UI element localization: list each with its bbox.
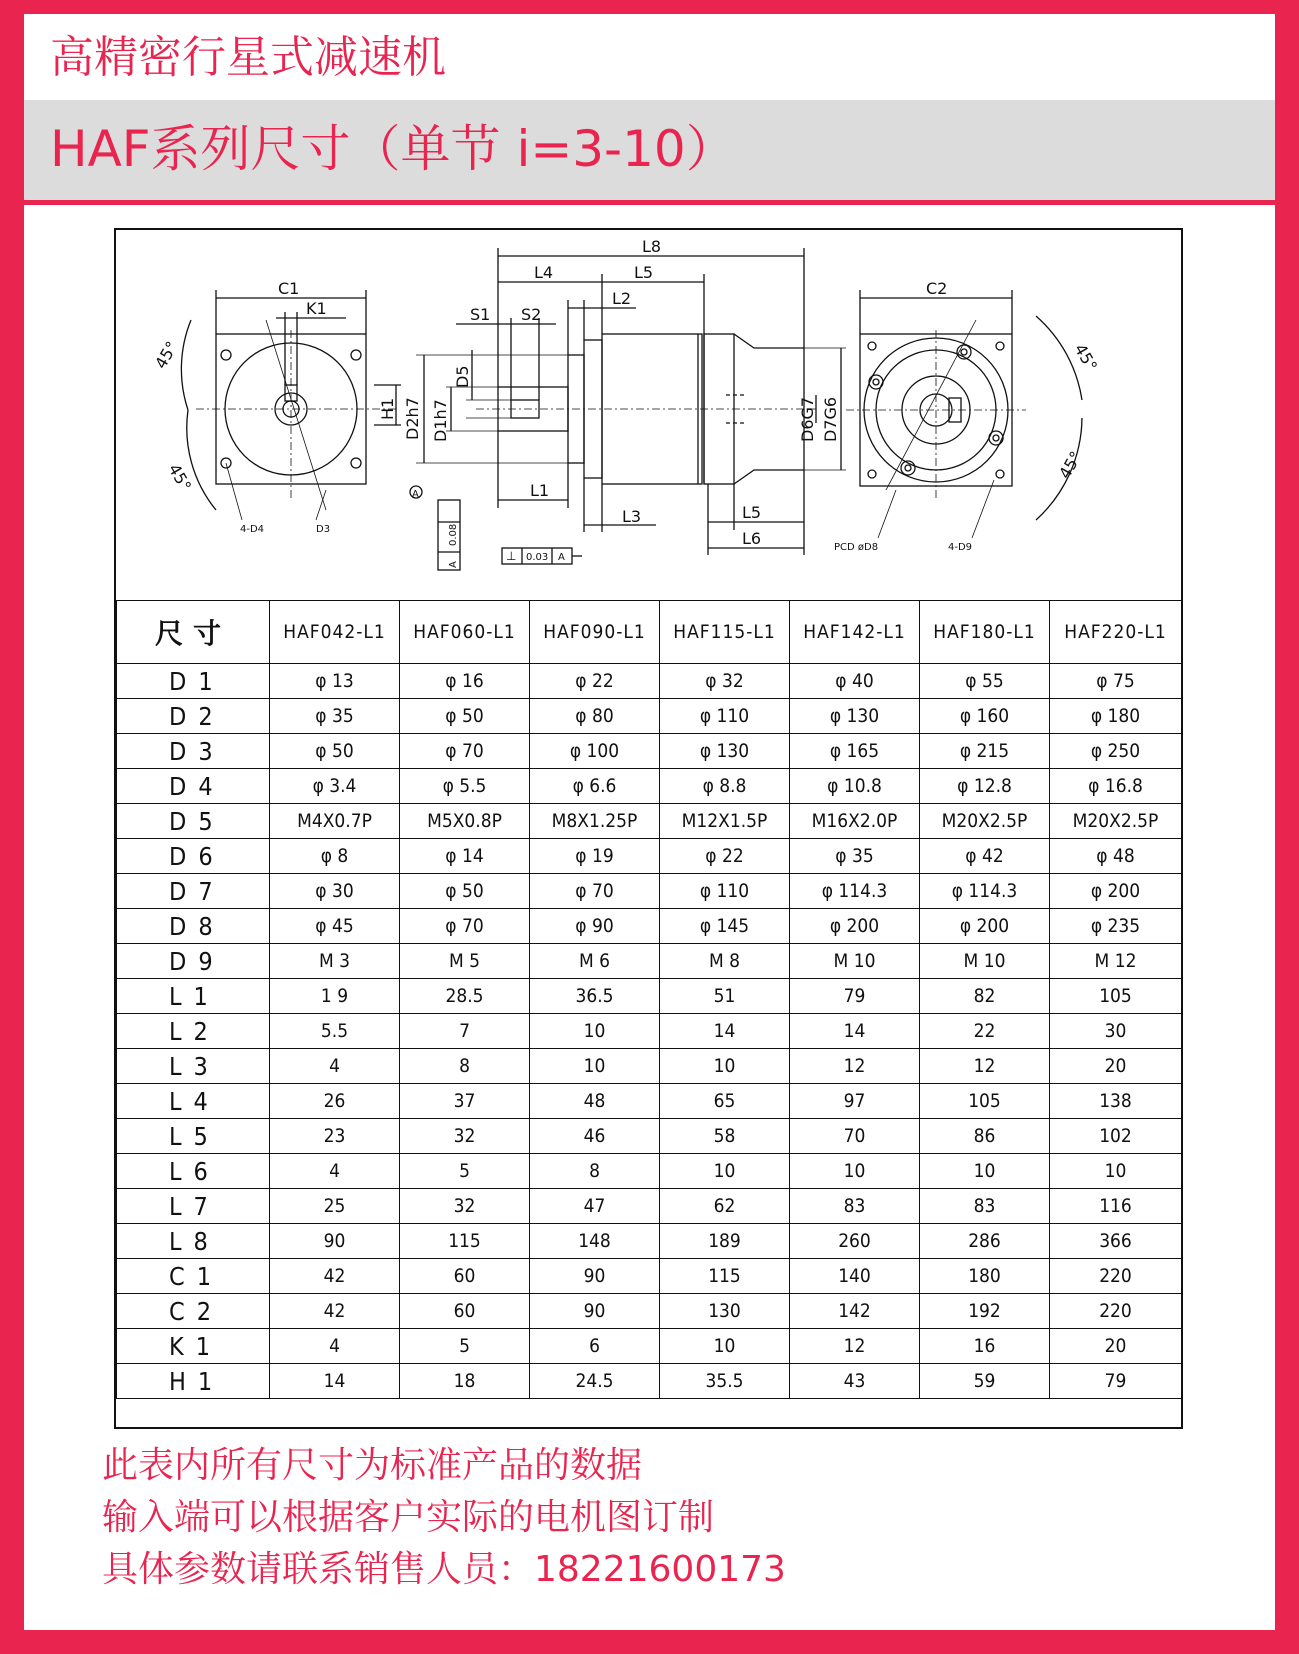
label-L1: L1 <box>530 481 550 500</box>
table-cell: M20X2.5P <box>920 804 1050 839</box>
label-L4: L4 <box>534 263 554 282</box>
table-row <box>117 804 1182 839</box>
table-cell: 130 <box>660 1294 790 1329</box>
table-cell: M 8 <box>660 944 790 979</box>
label-S1: S1 <box>470 305 491 324</box>
table-cell: φ 110 <box>660 874 790 909</box>
table-cell: 148 <box>530 1224 660 1259</box>
tolerance-datum: A <box>558 552 565 563</box>
table-cell: 60 <box>400 1259 530 1294</box>
table-cell: 10 <box>530 1014 660 1049</box>
table-cell: 43 <box>790 1364 920 1399</box>
label-datum-A: A <box>412 489 419 500</box>
table-cell: 25 <box>270 1189 400 1224</box>
row-label: L3 <box>117 1049 270 1084</box>
table-cell: φ 40 <box>790 664 920 699</box>
row-label: L6 <box>117 1154 270 1189</box>
table-cell: 37 <box>400 1084 530 1119</box>
table-cell: 14 <box>660 1014 790 1049</box>
table-cell: 16 <box>920 1329 1050 1364</box>
table-row <box>117 769 1182 804</box>
table-cell: M 10 <box>790 944 920 979</box>
label-PCD-D8: PCD øD8 <box>834 542 879 553</box>
table-cell: 86 <box>920 1119 1050 1154</box>
table-cell: 1 9 <box>270 979 400 1014</box>
table-cell: 10 <box>790 1154 920 1189</box>
table-cell: M16X2.0P <box>790 804 920 839</box>
table-row <box>117 1189 1182 1224</box>
column-header: HAF060-L1 <box>400 601 530 664</box>
table-cell: φ 100 <box>530 734 660 769</box>
table-header-row <box>117 601 1182 664</box>
table-row <box>117 944 1182 979</box>
table-cell: φ 3.4 <box>270 769 400 804</box>
table-cell: 60 <box>400 1294 530 1329</box>
table-cell: φ 80 <box>530 699 660 734</box>
table-cell: 286 <box>920 1224 1050 1259</box>
table-cell: 83 <box>920 1189 1050 1224</box>
table-cell: 32 <box>400 1119 530 1154</box>
table-cell: φ 50 <box>400 699 530 734</box>
tolerance-runout-datum: A <box>448 561 459 568</box>
column-header: HAF042-L1 <box>270 601 400 664</box>
table-cell: φ 114.3 <box>790 874 920 909</box>
table-cell: φ 6.6 <box>530 769 660 804</box>
table-row <box>117 1364 1182 1399</box>
table-row <box>117 979 1182 1014</box>
table-cell: M 3 <box>270 944 400 979</box>
row-label: L2 <box>117 1014 270 1049</box>
table-cell: 8 <box>530 1154 660 1189</box>
table-cell: 42 <box>270 1294 400 1329</box>
table-row <box>117 1049 1182 1084</box>
table-cell: φ 130 <box>790 699 920 734</box>
table-cell: 4 <box>270 1154 400 1189</box>
table-cell: φ 90 <box>530 909 660 944</box>
table-cell: 32 <box>400 1189 530 1224</box>
table-cell: φ 5.5 <box>400 769 530 804</box>
table-cell: 20 <box>1050 1329 1182 1364</box>
table-cell: 90 <box>530 1259 660 1294</box>
table-cell: 90 <box>530 1294 660 1329</box>
table-cell: 30 <box>1050 1014 1182 1049</box>
table-cell: φ 19 <box>530 839 660 874</box>
row-label: L1 <box>117 979 270 1014</box>
table-cell: φ 50 <box>270 734 400 769</box>
table-cell: 102 <box>1050 1119 1182 1154</box>
table-row <box>117 1259 1182 1294</box>
table-cell: M8X1.25P <box>530 804 660 839</box>
table-cell: φ 130 <box>660 734 790 769</box>
table-corner-header: 尺寸 <box>117 601 270 664</box>
table-cell: 4 <box>270 1329 400 1364</box>
table-cell: φ 110 <box>660 699 790 734</box>
table-cell: 28.5 <box>400 979 530 1014</box>
label-D5: D5 <box>453 365 472 388</box>
table-row <box>117 734 1182 769</box>
table-cell: 10 <box>1050 1154 1182 1189</box>
table-cell: M 10 <box>920 944 1050 979</box>
table-cell: 82 <box>920 979 1050 1014</box>
label-K1: K1 <box>306 299 327 318</box>
table-cell: 47 <box>530 1189 660 1224</box>
table-cell: φ 35 <box>270 699 400 734</box>
table-cell: φ 114.3 <box>920 874 1050 909</box>
table-row <box>117 909 1182 944</box>
label-C2: C2 <box>926 279 948 298</box>
table-row <box>117 699 1182 734</box>
table-cell: 12 <box>920 1049 1050 1084</box>
row-label: L5 <box>117 1119 270 1154</box>
row-label: K1 <box>117 1329 270 1364</box>
table-cell: φ 22 <box>660 839 790 874</box>
table-cell: φ 16 <box>400 664 530 699</box>
table-cell: 10 <box>660 1154 790 1189</box>
row-label: D8 <box>117 909 270 944</box>
table-cell: φ 160 <box>920 699 1050 734</box>
row-label: D3 <box>117 734 270 769</box>
table-cell: 180 <box>920 1259 1050 1294</box>
table-row <box>117 1084 1182 1119</box>
label-D2h7: D2h7 <box>403 397 422 440</box>
table-cell: 26 <box>270 1084 400 1119</box>
table-cell: 140 <box>790 1259 920 1294</box>
table-cell: M5X0.8P <box>400 804 530 839</box>
label-L5-right: L5 <box>742 503 762 522</box>
table-cell: 220 <box>1050 1259 1182 1294</box>
column-header: HAF115-L1 <box>660 601 790 664</box>
table-cell: 70 <box>790 1119 920 1154</box>
label-45-right-top: 45° <box>1070 340 1102 375</box>
label-L6: L6 <box>742 529 762 548</box>
table-cell: φ 70 <box>530 874 660 909</box>
table-cell: 4 <box>270 1049 400 1084</box>
table-cell: 12 <box>790 1049 920 1084</box>
table-cell: 48 <box>530 1084 660 1119</box>
row-label: D9 <box>117 944 270 979</box>
label-45-right-bottom: 45° <box>1055 447 1086 482</box>
table-cell: 8 <box>400 1049 530 1084</box>
table-cell: M4X0.7P <box>270 804 400 839</box>
table-cell: 14 <box>790 1014 920 1049</box>
table-row <box>117 1224 1182 1259</box>
notes <box>102 1440 786 1596</box>
table-cell: φ 75 <box>1050 664 1182 699</box>
table-cell: 5.5 <box>270 1014 400 1049</box>
technical-drawing <box>116 230 1181 600</box>
table-row <box>117 1119 1182 1154</box>
table-cell: 7 <box>400 1014 530 1049</box>
table-cell: 105 <box>1050 979 1182 1014</box>
column-header: HAF142-L1 <box>790 601 920 664</box>
column-header: HAF180-L1 <box>920 601 1050 664</box>
table-cell: 20 <box>1050 1049 1182 1084</box>
label-L5: L5 <box>634 263 654 282</box>
table-cell: 18 <box>400 1364 530 1399</box>
note-line: 具体参数请联系销售人员：18221600173 <box>102 1549 786 1590</box>
table-cell: 6 <box>530 1329 660 1364</box>
table-cell: φ 215 <box>920 734 1050 769</box>
column-header: HAF220-L1 <box>1050 601 1182 664</box>
table-cell: φ 45 <box>270 909 400 944</box>
table-cell: 105 <box>920 1084 1050 1119</box>
table-cell: φ 200 <box>920 909 1050 944</box>
table-cell: 138 <box>1050 1084 1182 1119</box>
page-title: HAF系列尺寸（单节 i=3-10） <box>50 120 736 178</box>
table-cell: 116 <box>1050 1189 1182 1224</box>
tolerance-runout-value: 0.08 <box>448 523 459 546</box>
table-cell: 115 <box>660 1259 790 1294</box>
table-cell: M12X1.5P <box>660 804 790 839</box>
row-label: H1 <box>117 1364 270 1399</box>
table-cell: φ 145 <box>660 909 790 944</box>
table-cell: M 12 <box>1050 944 1182 979</box>
table-cell: M 5 <box>400 944 530 979</box>
label-L2: L2 <box>612 289 632 308</box>
table-cell: 220 <box>1050 1294 1182 1329</box>
table-row <box>117 1329 1182 1364</box>
table-cell: φ 250 <box>1050 734 1182 769</box>
table-cell: φ 12.8 <box>920 769 1050 804</box>
table-cell: M20X2.5P <box>1050 804 1182 839</box>
table-cell: 46 <box>530 1119 660 1154</box>
label-45-left-top: 45° <box>151 337 182 372</box>
row-label: L8 <box>117 1224 270 1259</box>
row-label: D2 <box>117 699 270 734</box>
row-label: D7 <box>117 874 270 909</box>
row-label: D6 <box>117 839 270 874</box>
table-cell: 90 <box>270 1224 400 1259</box>
table-cell: φ 22 <box>530 664 660 699</box>
table-cell: φ 8 <box>270 839 400 874</box>
table-cell: 79 <box>1050 1364 1182 1399</box>
tolerance-value: 0.03 <box>526 552 549 563</box>
table-cell: φ 180 <box>1050 699 1182 734</box>
label-L3: L3 <box>622 507 642 526</box>
label-D7G6: D7G6 <box>821 396 840 442</box>
table-cell: 5 <box>400 1329 530 1364</box>
table-cell: 10 <box>660 1049 790 1084</box>
table-cell: φ 50 <box>400 874 530 909</box>
table-cell: 10 <box>920 1154 1050 1189</box>
table-cell: φ 200 <box>1050 874 1182 909</box>
table-cell: φ 70 <box>400 734 530 769</box>
table-cell: φ 8.8 <box>660 769 790 804</box>
table-cell: 35.5 <box>660 1364 790 1399</box>
table-cell: 189 <box>660 1224 790 1259</box>
header-top <box>24 14 1275 100</box>
dimension-table <box>116 600 1182 1399</box>
table-cell: φ 55 <box>920 664 1050 699</box>
table-cell: 24.5 <box>530 1364 660 1399</box>
table-row <box>117 839 1182 874</box>
row-label: D4 <box>117 769 270 804</box>
table-cell: 142 <box>790 1294 920 1329</box>
page-subtitle: 高精密行星式减速机 <box>50 32 446 83</box>
tolerance-perpendicularity-symbol: ⊥ <box>506 549 517 563</box>
dimension-sheet <box>114 228 1183 1429</box>
table-cell: 10 <box>530 1049 660 1084</box>
table-cell: φ 16.8 <box>1050 769 1182 804</box>
table-cell: 366 <box>1050 1224 1182 1259</box>
table-cell: 192 <box>920 1294 1050 1329</box>
table-row <box>117 664 1182 699</box>
table-row <box>117 1294 1182 1329</box>
note-line: 输入端可以根据客户实际的电机图订制 <box>102 1497 715 1538</box>
table-cell: M 6 <box>530 944 660 979</box>
table-cell: 12 <box>790 1329 920 1364</box>
row-label: C1 <box>117 1259 270 1294</box>
label-45-left-bottom: 45° <box>164 460 196 495</box>
table-cell: 42 <box>270 1259 400 1294</box>
table-cell: 14 <box>270 1364 400 1399</box>
table-cell: φ 235 <box>1050 909 1182 944</box>
table-cell: 23 <box>270 1119 400 1154</box>
table-row <box>117 874 1182 909</box>
table-cell: φ 200 <box>790 909 920 944</box>
row-label: L4 <box>117 1084 270 1119</box>
table-cell: 22 <box>920 1014 1050 1049</box>
table-cell: φ 30 <box>270 874 400 909</box>
table-cell: 5 <box>400 1154 530 1189</box>
label-C1: C1 <box>278 279 300 298</box>
label-D1h7: D1h7 <box>431 399 450 442</box>
row-label: D1 <box>117 664 270 699</box>
table-cell: 59 <box>920 1364 1050 1399</box>
table-cell: φ 70 <box>400 909 530 944</box>
table-cell: 83 <box>790 1189 920 1224</box>
table-cell: 51 <box>660 979 790 1014</box>
table-cell: φ 35 <box>790 839 920 874</box>
table-cell: 10 <box>660 1329 790 1364</box>
table-cell: φ 10.8 <box>790 769 920 804</box>
label-D6G7: D6G7 <box>798 396 817 442</box>
label-H1: H1 <box>378 397 397 420</box>
table-cell: 58 <box>660 1119 790 1154</box>
table-cell: 115 <box>400 1224 530 1259</box>
table-cell: φ 14 <box>400 839 530 874</box>
row-label: D5 <box>117 804 270 839</box>
table-cell: 65 <box>660 1084 790 1119</box>
table-cell: φ 165 <box>790 734 920 769</box>
table-cell: 36.5 <box>530 979 660 1014</box>
table-row <box>117 1154 1182 1189</box>
row-label: C2 <box>117 1294 270 1329</box>
label-L8: L8 <box>642 237 662 256</box>
table-cell: 260 <box>790 1224 920 1259</box>
input-flange-view <box>181 290 401 520</box>
table-cell: 97 <box>790 1084 920 1119</box>
row-label: L7 <box>117 1189 270 1224</box>
label-S2: S2 <box>521 305 542 324</box>
table-cell: φ 48 <box>1050 839 1182 874</box>
table-row <box>117 1014 1182 1049</box>
label-4-D4: 4-D4 <box>240 524 265 535</box>
header-band <box>24 100 1275 205</box>
table-cell: 79 <box>790 979 920 1014</box>
note-line: 此表内所有尺寸为标准产品的数据 <box>102 1445 643 1486</box>
table-cell: φ 42 <box>920 839 1050 874</box>
output-flange-view <box>846 290 1082 538</box>
table-cell: φ 32 <box>660 664 790 699</box>
table-cell: φ 13 <box>270 664 400 699</box>
table-cell: 62 <box>660 1189 790 1224</box>
label-4-D9: 4-D9 <box>948 542 973 553</box>
column-header: HAF090-L1 <box>530 601 660 664</box>
label-D3: D3 <box>316 524 331 535</box>
